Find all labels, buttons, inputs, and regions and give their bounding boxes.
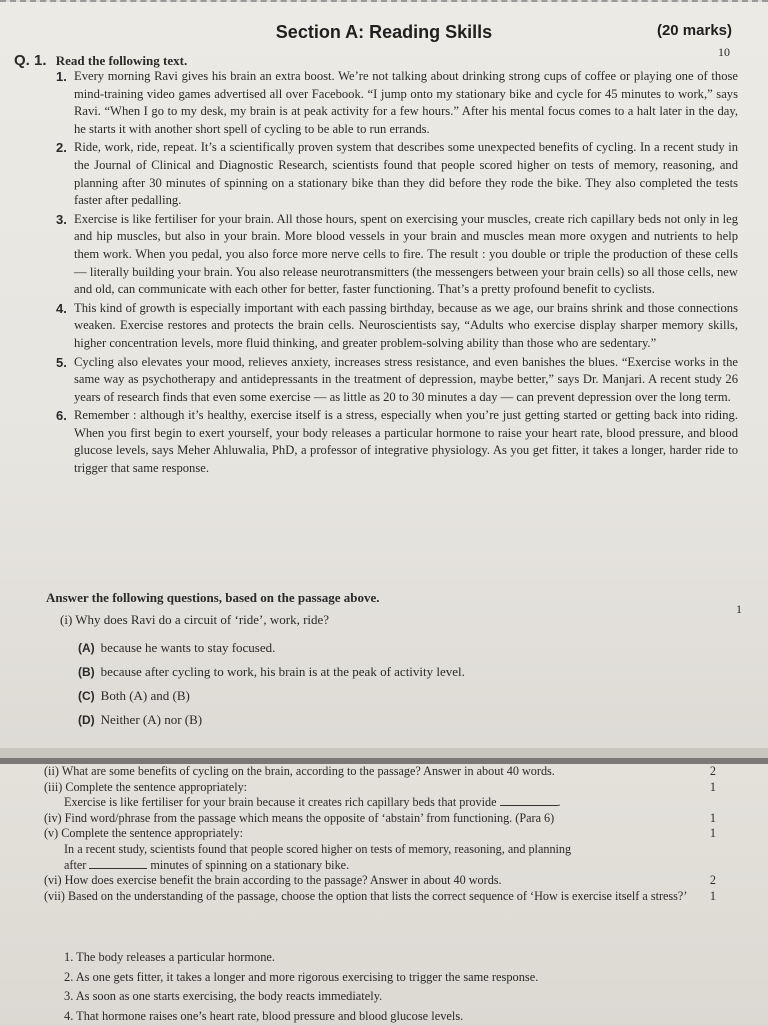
option-text: because he wants to stay focused. bbox=[101, 640, 276, 655]
question-5 bbox=[44, 826, 716, 873]
question-5-sentence bbox=[44, 842, 692, 873]
section-title: Section A: Reading Skills bbox=[0, 22, 768, 43]
question-number: (vi) bbox=[44, 873, 62, 887]
question-marks: 2 bbox=[710, 764, 716, 780]
question-2 bbox=[44, 764, 716, 780]
question-1: (i) Why does Ravi do a circuit of ‘ride’, work, ride? bbox=[60, 612, 329, 628]
paragraph-text: Remember : although it’s healthy, exercise itself is a stress, especially when you’re just getting started or getting back into riding. When you first begin to exert yourself, your body releases a particular hormone to raise your heart rate, blood pressure, and blood glucose levels, says Meher Ahluwalia, PhD, a professor of integrative physiology. As you get fitter, it takes a longer, harder ride to trigger that same response. bbox=[74, 407, 738, 477]
answer-blank bbox=[500, 795, 558, 806]
paragraph bbox=[56, 68, 738, 138]
answer-blank bbox=[89, 858, 147, 869]
question-number: (v) bbox=[44, 826, 58, 840]
option-text: Neither (A) nor (B) bbox=[101, 712, 202, 727]
paragraph-text: Every morning Ravi gives his brain an extra boost. We’re not talking about drinking strong cups of coffee or playing one of those mind-training video games advertised all over Facebook. “I jump onto my stationary bike and cycle for 45 minutes to work,” says Ravi. “When I go to my desk, my brain is at peak activity for a few hours.” After his mental focus comes to a halt later in the day, he starts it with another short spell of cycling to be able to run errands. bbox=[74, 68, 738, 138]
option-letter: (A) bbox=[78, 641, 95, 655]
sentence-start: after bbox=[64, 858, 86, 872]
question-text: Complete the sentence appropriately: bbox=[61, 826, 243, 840]
question-number: (iv) bbox=[44, 811, 62, 825]
question-number: Q. 1. bbox=[14, 52, 47, 69]
question-header bbox=[14, 52, 187, 69]
option-c bbox=[78, 684, 465, 708]
option-letter: (B) bbox=[78, 665, 95, 679]
option-letter: (D) bbox=[78, 713, 95, 727]
question-number: (iii) bbox=[44, 780, 62, 794]
paragraph bbox=[56, 407, 738, 477]
option-text: because after cycling to work, his brain is at the peak of activity level. bbox=[101, 664, 465, 679]
option-text: Both (A) and (B) bbox=[101, 688, 190, 703]
option-letter: (C) bbox=[78, 689, 95, 703]
sentence-line: In a recent study, scientists found that people scored higher on tests of memory, reasoning, and planning bbox=[64, 842, 692, 858]
question-3 bbox=[44, 780, 716, 811]
question-1-options bbox=[78, 636, 465, 732]
question-text: Based on the understanding of the passage, choose the option that lists the correct sequence of ‘How is exercise itself a stress?’ bbox=[68, 889, 687, 903]
paragraph-text: Exercise is like fertiliser for your brain. All those hours, spent on exercising your muscles, create rich capillary beds not only in leg and hip muscles, but also in your brain. More blood vessels in your brain and muscles mean more oxygen and nutrients to help them work. When you pedal, you also force more nerve cells to fire. The result : you double or triple the production of these cells — literally building your brain. You also release neurotransmitters (the messengers between your brain cells) so all those cells, new and old, can communicate with each other for better, faster functioning. That’s a pretty profound benefit to cyclists. bbox=[74, 211, 738, 299]
question-text: What are some benefits of cycling on the brain, according to the passage? Answer in about 40 words. bbox=[62, 764, 555, 778]
paragraph-text: Ride, work, ride, repeat. It’s a scientifically proven system that describes some unexpected benefits of cycling. In a recent study in the Journal of Clinical and Diagnostic Research, scientists found that people scored higher on tests of memory, reasoning, and planning after 30 minutes of spinning on a stationary bike than they did before they rode the bike. They also completed the tests faster after pedalling. bbox=[74, 139, 738, 209]
sequence-step: 4. That hormone raises one’s heart rate, blood pressure and blood glucose levels. bbox=[64, 1007, 538, 1026]
paragraph-number: 3. bbox=[56, 211, 74, 299]
paragraph-number: 6. bbox=[56, 407, 74, 477]
option-a bbox=[78, 636, 465, 660]
question-marks: 1 bbox=[710, 826, 716, 842]
sequence-steps bbox=[64, 948, 538, 1026]
answer-heading: Answer the following questions, based on the passage above. bbox=[46, 590, 379, 606]
question-marks: 10 bbox=[718, 45, 730, 60]
section-marks: (20 marks) bbox=[657, 22, 732, 39]
paragraph-number: 1. bbox=[56, 68, 74, 138]
sequence-step: 1. The body releases a particular hormone. bbox=[64, 948, 538, 968]
paragraph-text: Cycling also elevates your mood, relieves anxiety, increases stress resistance, and even banishes the blues. “Exercise works in the same way as psychotherapy and antidepressants in the treatment of depression, maybe better,” says Dr. Manjari. A recent study 26 years of research finds that even some exercise — as little as 20 to 30 minutes a day — can prevent depression over the long term. bbox=[74, 354, 738, 407]
question-number: (vii) bbox=[44, 889, 65, 903]
paragraph bbox=[56, 211, 738, 299]
question-marks: 1 bbox=[710, 889, 716, 905]
question-4 bbox=[44, 811, 716, 827]
passage bbox=[56, 68, 738, 479]
question-text: Find word/phrase from the passage which means the opposite of ‘abstain’ from functioning. (Para 6) bbox=[65, 811, 555, 825]
paragraph bbox=[56, 354, 738, 407]
question-marks: 1 bbox=[710, 780, 716, 796]
paragraph-number: 2. bbox=[56, 139, 74, 209]
sequence-step: 3. As soon as one starts exercising, the body reacts immediately. bbox=[64, 987, 538, 1007]
question-1-marks: 1 bbox=[736, 602, 742, 617]
paragraph bbox=[56, 300, 738, 353]
question-instruction: Read the following text. bbox=[56, 53, 187, 68]
option-d bbox=[78, 708, 465, 732]
sentence-start: Exercise is like fertiliser for your brain because it creates rich capillary beds that provide bbox=[64, 795, 496, 809]
sentence-end: minutes of spinning on a stationary bike. bbox=[150, 858, 349, 872]
paragraph-number: 4. bbox=[56, 300, 74, 353]
question-marks: 2 bbox=[710, 873, 716, 889]
question-7 bbox=[44, 889, 716, 905]
question-marks: 1 bbox=[710, 811, 716, 827]
question-text: Complete the sentence appropriately: bbox=[65, 780, 247, 794]
question-number: (ii) bbox=[44, 764, 59, 778]
option-b bbox=[78, 660, 465, 684]
paragraph-text: This kind of growth is especially important with each passing birthday, because as we age, our brains shrink and those connections weaken. Exercise restores and protects the brain cells. Neuroscientists say, “Adults who exercise display sharper memory skills, higher concentration levels, more fluid thinking, and greater problem-solving ability than those who are sedentary.” bbox=[74, 300, 738, 353]
sentence-end: . bbox=[558, 795, 561, 809]
question-6 bbox=[44, 873, 716, 889]
paragraph bbox=[56, 139, 738, 209]
paragraph-number: 5. bbox=[56, 354, 74, 407]
page-gap bbox=[0, 748, 768, 758]
question-text: How does exercise benefit the brain according to the passage? Answer in about 40 words. bbox=[65, 873, 502, 887]
sequence-step: 2. As one gets fitter, it takes a longer and more rigorous exercising to trigger the same response. bbox=[64, 968, 538, 988]
question-3-sentence bbox=[44, 795, 692, 811]
question-list bbox=[44, 764, 716, 904]
